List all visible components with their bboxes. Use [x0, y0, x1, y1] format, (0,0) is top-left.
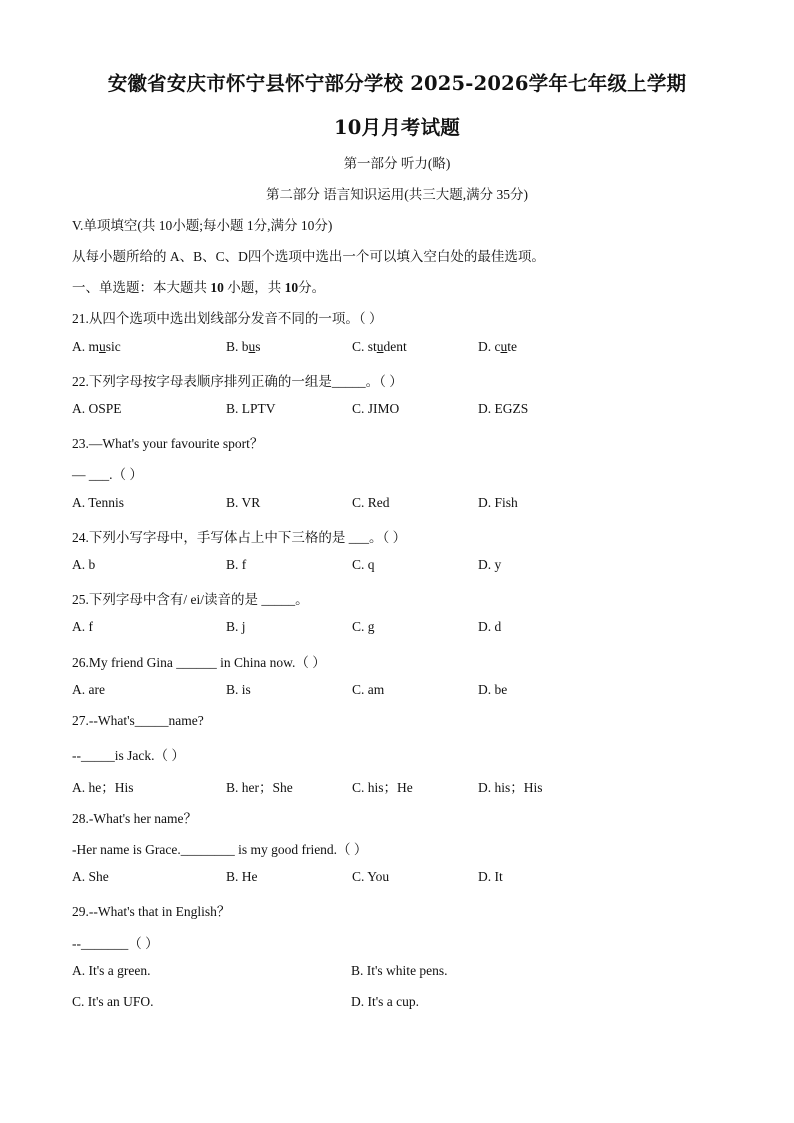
question-26-option-a: A. are	[72, 682, 105, 697]
question-24-option-a: A. b	[72, 557, 96, 572]
question-24-stem: 24.下列小写字母中，手写体占上中下三格的是 ___。（ ）	[72, 530, 407, 545]
question-29-option-a: A. It's a green.	[72, 963, 151, 978]
question-29-option-d: D. It's a cup.	[351, 994, 420, 1009]
question-24-option-d: D. y	[478, 557, 502, 572]
part1-heading: 第一部分 听力(略)	[343, 156, 451, 171]
question-28-answer-line: -Her name is Grace.________ is my good friend.（ ）	[72, 842, 368, 857]
question-23-option-a: A. Tennis	[72, 495, 125, 510]
question-23-answer-line: — ___.（ ）	[72, 467, 143, 482]
question-29-stem: 29.--What's that in English？	[72, 904, 231, 919]
question-27-option-a: A. he；His	[72, 780, 134, 795]
section-heading: V.单项填空(共 10小题;每小题 1分,满分 10分)	[72, 218, 333, 233]
question-29-option-b: B. It's white pens.	[351, 963, 448, 978]
question-27-stem: 27.--What's_____name?	[72, 713, 204, 728]
question-29-answer-line: --_______（ ）	[72, 936, 159, 951]
question-25-option-d: D. d	[478, 619, 502, 634]
question-24-option-b: B. f	[226, 557, 247, 572]
question-23-option-d: D. Fish	[478, 495, 518, 510]
question-27-option-d: D. his；His	[478, 780, 543, 795]
question-27-option-b: B. her；She	[226, 780, 293, 795]
question-23-stem: 23.—What's your favourite sport？	[72, 436, 264, 451]
question-23-option-c: C. Red	[352, 495, 390, 510]
question-22-option-b: B. LPTV	[226, 401, 276, 416]
question-28-option-a: A. She	[72, 869, 109, 884]
question-22-stem: 22.下列字母按字母表顺序排列正确的一组是_____。（ ）	[72, 374, 403, 389]
question-22-option-c: C. JIMO	[352, 401, 400, 416]
exam-title-line1: 安徽省安庆市怀宁县怀宁部分学校 2025-2026学年七年级上学期	[107, 72, 687, 95]
question-25-stem: 25.下列字母中含有/ ei/读音的是 _____。	[72, 592, 309, 607]
question-26-option-d: D. be	[478, 682, 508, 697]
question-27-option-c: C. his；He	[352, 780, 413, 795]
question-22-option-a: A. OSPE	[72, 401, 122, 416]
question-24-option-c: C. q	[352, 557, 375, 572]
question-21-option-d: D. cute	[478, 339, 517, 354]
question-29-option-c: C. It's an UFO.	[72, 994, 154, 1009]
question-25-option-c: C. g	[352, 619, 375, 634]
question-21-option-c: C. student	[352, 339, 407, 354]
question-21-option-b: B. bus	[226, 339, 261, 354]
question-26-option-b: B. is	[226, 682, 251, 697]
subsection-heading: 一、单选题：本大题共 10 小题，共 10分。	[72, 280, 326, 295]
question-28-option-b: B. He	[226, 869, 258, 884]
question-28-stem: 28.-What's her name？	[72, 811, 198, 826]
question-28-option-d: D. It	[478, 869, 503, 884]
question-21-stem: 21.从四个选项中选出划线部分发音不同的一项。（ ）	[72, 311, 383, 326]
question-28-option-c: C. You	[352, 869, 390, 884]
question-26-stem: 26.My friend Gina ______ in China now.（ ）	[72, 655, 326, 670]
question-21-option-a: A. music	[72, 339, 121, 354]
exam-title-line2: 10月月考试题	[333, 116, 461, 139]
question-27-answer-line: --_____is Jack.（ ）	[72, 748, 185, 763]
question-26-option-c: C. am	[352, 682, 385, 697]
question-25-option-a: A. f	[72, 619, 93, 634]
section-instruction: 从每小题所给的 A、B、C、D四个选项中选出一个可以填入空白处的最佳选项。	[72, 249, 545, 264]
question-23-option-b: B. VR	[226, 495, 261, 510]
question-22-option-d: D. EGZS	[478, 401, 529, 416]
question-25-option-b: B. j	[226, 619, 246, 634]
part2-heading: 第二部分 语言知识运用(共三大题,满分 35分)	[265, 187, 529, 202]
